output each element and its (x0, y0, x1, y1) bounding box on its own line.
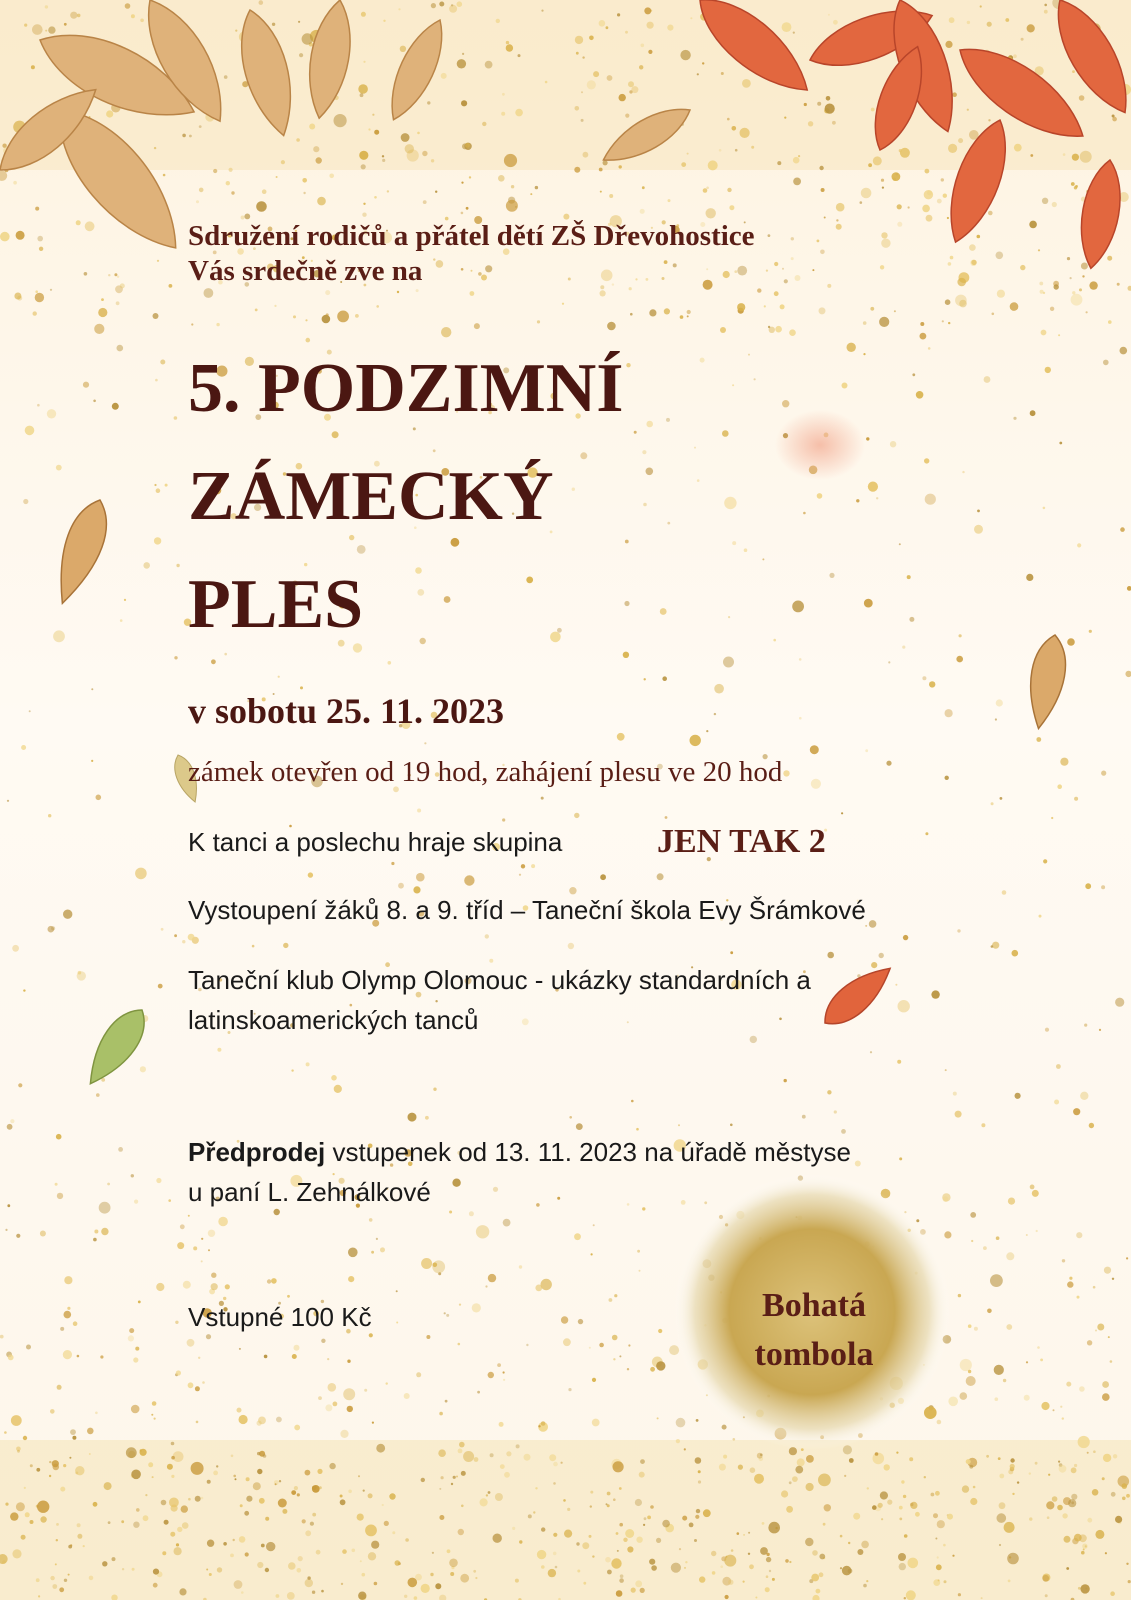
tombola-line-1: Bohatá (762, 1287, 866, 1324)
tombola-line-2: tombola (754, 1336, 874, 1373)
opening-hours: zámek otevřen od 19 hod, zahájení plesu ve 20 hod (188, 756, 783, 788)
title-line-2: ZÁMECKÝ (188, 458, 554, 535)
organizer-line: Sdružení rodičů a přátel dětí ZŠ Dřevohostice (188, 220, 755, 252)
club-line-1: Taneční klub Olymp Olomouc - ukázky standardních a (188, 965, 811, 995)
entry-fee: Vstupné 100 Kč (188, 1302, 372, 1332)
event-date: v sobotu 25. 11. 2023 (188, 691, 505, 731)
presale-location: u paní L. Zehnálkové (188, 1177, 431, 1207)
presale-label: Předprodej (188, 1137, 326, 1167)
blur-spot (775, 410, 865, 480)
performance-info: Vystoupení žáků 8. a 9. tříd – Taneční škola Evy Šrámkové (188, 895, 866, 925)
invite-line: Vás srdečně zve na (188, 255, 423, 287)
event-title (188, 335, 624, 659)
band-intro: K tanci a poslechu hraje skupina (188, 827, 563, 857)
title-line-1: 5. PODZIMNÍ (188, 350, 624, 427)
band-name: JEN TAK 2 (657, 823, 826, 860)
dance-club-info (188, 960, 811, 1040)
invitation-text (188, 219, 755, 289)
title-line-3: PLES (188, 566, 364, 643)
tombola-badge (714, 1281, 914, 1379)
presale-details: vstupenek od 13. 11. 2023 na úřadě městyse (325, 1137, 851, 1167)
presale-info (188, 1132, 851, 1212)
club-line-2: latinskoamerických tanců (188, 1005, 479, 1035)
